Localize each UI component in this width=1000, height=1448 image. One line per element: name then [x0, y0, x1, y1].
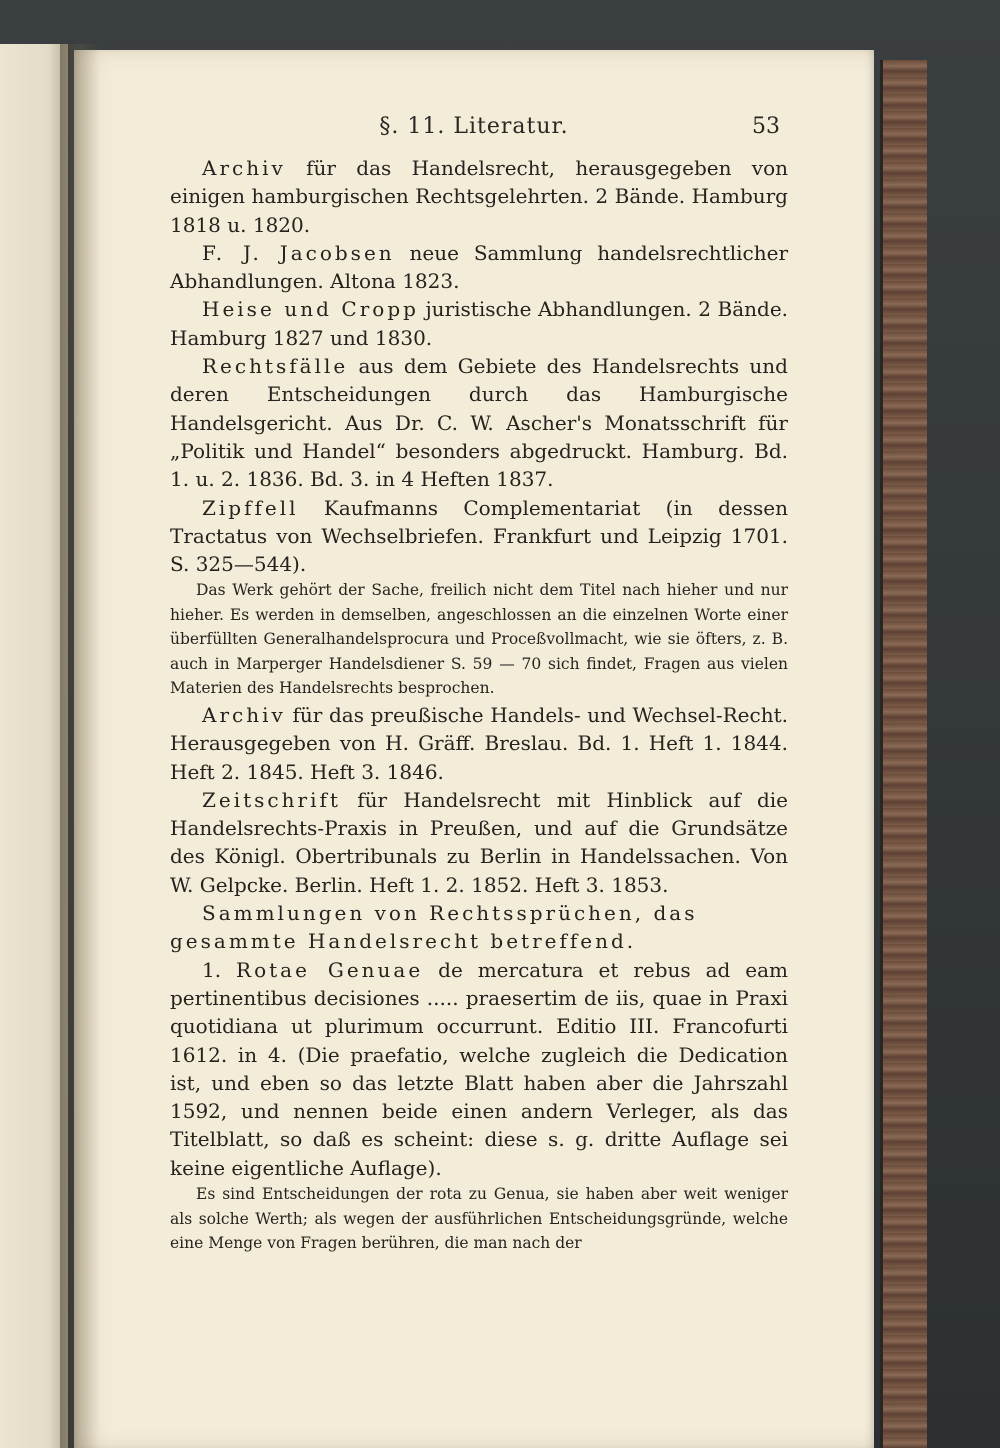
- entry-lead: Zipffell: [202, 495, 299, 520]
- entry-lead: Archiv: [202, 702, 286, 727]
- section-heading: Sammlungen von Rechtssprüchen, das gesammte Handelsrecht betreffend.: [170, 901, 698, 954]
- book-cover-edge: [880, 60, 927, 1448]
- entry-text: juristische Abhandlungen. 2 Bände. Hamburg 1827 und 1830.: [170, 297, 789, 350]
- entry-text: neue Sammlung handelsrechtlicher Abhandlungen. Altona 1823.: [170, 240, 788, 294]
- page-number: 53: [752, 114, 780, 139]
- entry-lead: Archiv: [202, 156, 286, 180]
- entry-text: für das preußische Handels- und Wechsel-Recht. Herausgegeben von H. Gräff. Breslau. Bd. 1. Heft 1. 1844. Heft 2. 1845. Heft 3. 1846.: [170, 702, 788, 784]
- bibliography-entry: [170, 786, 788, 899]
- bibliography-entry: [170, 494, 788, 579]
- left-facing-page-edge: [0, 44, 68, 1448]
- entry-lead: Rechtsfälle: [202, 354, 349, 379]
- entry-lead: Heise und Cropp: [202, 297, 419, 322]
- entry-text: aus dem Gebiete des Handelsrechts und deren Entscheidungen durch das Hamburgische Handelsgericht. Aus Dr. C. W. Ascher's Monatsschrift für „Politik und Handel“ besonders abgedruckt. Hamburg. Bd. 1. u. 2. 1836. Bd. 3. in 4 Heften 1837.: [170, 354, 788, 492]
- page-header: [74, 110, 874, 150]
- entry-text: für Handelsrecht mit Hinblick auf die Handelsrechts-Praxis in Preußen, und auf die Grundsätze des Königl. Obertribunals zu Berlin in Handelssachen. Von W. Gelpcke. Berlin. Heft 1. 2. 1852. Heft 3. 1853.: [170, 787, 789, 897]
- spine-shadow: [60, 44, 100, 1448]
- bibliography-entry: [170, 352, 788, 493]
- item-text: de mercatura et rebus ad eam pertinentibus decisiones ..... praesertim de iis, quae in Praxi quotidiana ut plurimum occurrunt. Editio III. Francofurti 1612. in 4. (Die praefatio, welche zugleich die Dedication ist, und eben so das letzte Blatt haben aber die Jahrszahl 1592, und nennen beide einen andern Verleger, als das Titelblatt, so daß es scheint: diese s. g. dritte Auflage sei keine eigentliche Auflage).: [170, 957, 789, 1180]
- footnote-paragraph: Es sind Entscheidungen der rota zu Genua, sie haben aber weit weniger als solche Werth; als wegen der ausführlichen Entscheidungsgründe, welche eine Menge von Fragen berühren, die man nach der: [170, 1185, 788, 1252]
- item-number: 1.: [202, 957, 222, 982]
- entry-lead: Zeitschrift: [202, 787, 341, 812]
- bibliography-entry: [170, 295, 788, 352]
- book-page: [74, 50, 874, 1448]
- entry-text: Kaufmanns Complementariat (in dessen Tractatus von Wechselbriefen. Frankfurt und Leipzig 1701. S. 325—544).: [170, 495, 788, 577]
- entry-text: für das Handelsrecht, herausgegeben von einigen hamburgischen Rechtsgelehrten. 2 Bände. Hamburg 1818 u. 1820.: [170, 156, 789, 237]
- item-lead: Rotae Genuae: [236, 957, 424, 982]
- page-body: [170, 154, 788, 1256]
- footnote-paragraph: Das Werk gehört der Sache, freilich nicht dem Titel nach hieher und nur hieher. Es werden in demselben, angeschlossen an die einzelnen Worte einer überfüllten Generalhandelsprocura und Proceßvollmacht, wie sie öfters, z. B. auch in Marperger Handelsdiener S. 59 — 70 sich findet, Fragen aus vielen Materien des Handelsrechts besprochen.: [170, 581, 788, 698]
- bibliography-entry: [170, 154, 788, 239]
- bibliography-entry: [170, 701, 788, 786]
- bibliography-entry: [170, 239, 788, 296]
- running-head: §. 11. Literatur.: [379, 114, 569, 139]
- collection-item: [170, 956, 788, 1182]
- entry-lead: F. J. Jacobsen: [202, 240, 395, 265]
